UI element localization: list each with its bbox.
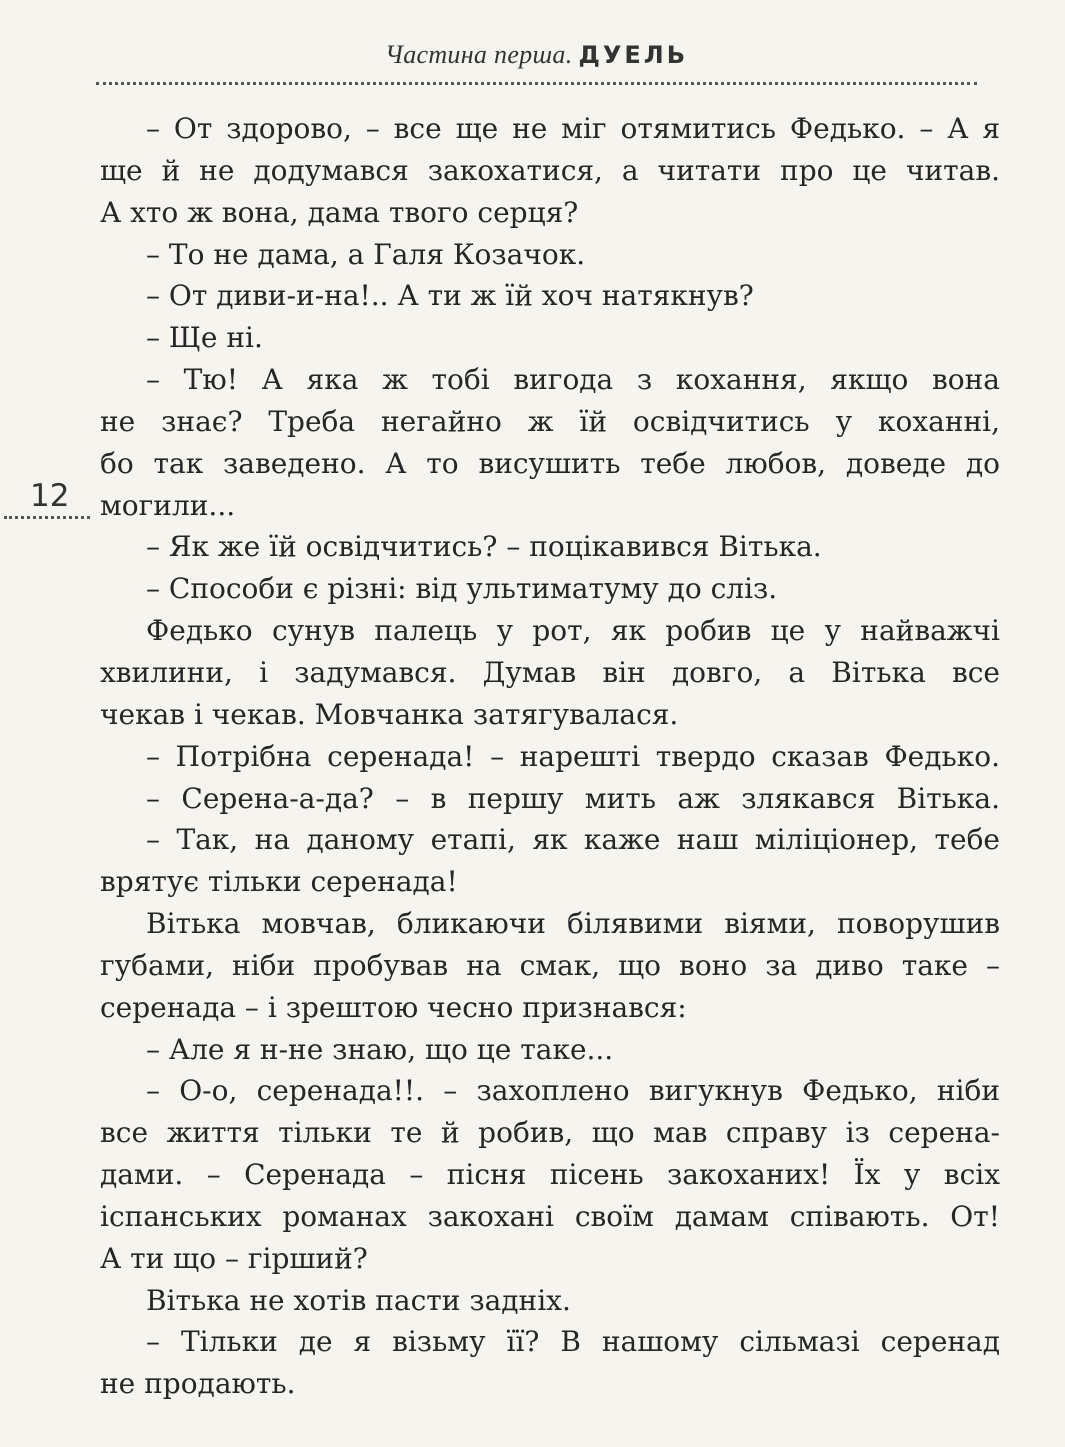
text-line: – Потрібна серенада! – нарешті твердо сказав Федько. <box>146 739 1000 773</box>
page-number: 12 <box>30 478 70 514</box>
text-line: врятує тільки серенада! <box>100 865 458 899</box>
text-line: – От диви-и-на!.. А ти ж їй хоч натякнув? <box>146 279 754 313</box>
text-line: дами. – Серенада – пісня пісень закоханих! Їх у всіх <box>100 1158 1000 1192</box>
text-line: – То не дама, а Галя Козачок. <box>146 237 586 271</box>
text-line: губами, ніби пробував на смак, що воно за диво таке – <box>100 948 1000 982</box>
text-line: – Ще ні. <box>146 321 263 355</box>
text-line: – Але я н-не знаю, що це таке... <box>146 1032 614 1066</box>
text-line: все життя тільки те й робив, що мав справу із серена- <box>100 1116 1000 1150</box>
text-line: – О-о, серенада!!. – захоплено вигукнув Федько, ніби <box>146 1074 1000 1108</box>
text-line: хвилини, і задумався. Думав він довго, а Вітька все <box>100 655 1000 689</box>
text-line: серенада – і зрештою чесно признався: <box>100 990 687 1024</box>
text-line: Вітька мовчав, бликаючи білявими віями, поворушив <box>146 907 1000 941</box>
header-dotted-rule <box>96 82 977 85</box>
text-line: – Тю! А яка ж тобі вигода з кохання, якщо вона <box>146 363 1000 397</box>
text-line: чекав і чекав. Мовчанка затягувалася. <box>100 697 679 731</box>
text-line: могили... <box>100 488 236 522</box>
text-line: Федько сунув палець у рот, як робив це у найважчі <box>146 614 1000 648</box>
text-line: ще й не додумався закохатися, а читати про це читав. <box>100 153 1000 187</box>
text-line: іспанських романах закохані своїм дамам співають. От! <box>100 1199 1000 1233</box>
header-part-label: Частина перша. <box>385 40 573 69</box>
text-line: – Способи є різні: від ультиматуму до сліз. <box>146 572 778 606</box>
text-line: А хто ж вона, дама твого серця? <box>100 195 579 229</box>
running-header <box>96 40 977 92</box>
text-line: бо так заведено. А то висушить тебе любов, доведе до <box>100 446 1000 480</box>
running-header-title <box>96 40 977 70</box>
header-chapter-label: ДУЕЛЬ <box>578 41 688 69</box>
page-number-dotted-rule <box>4 516 90 519</box>
text-line: – От здорово, – все ще не міг отямитись Федько. – А я <box>146 112 1000 145</box>
text-line: А ти що – гірший? <box>100 1241 368 1275</box>
text-line: – Тільки де я візьму її? В нашому сільмазі серенад <box>146 1325 1000 1359</box>
body-text <box>100 108 1000 1405</box>
text-line: не продають. <box>100 1367 296 1401</box>
text-line: – Так, на даному етапі, як каже наш міліціонер, тебе <box>146 823 1000 857</box>
text-line: не знає? Треба негайно ж їй освідчитись у коханні, <box>100 404 1000 438</box>
text-line: – Серена-а-да? – в першу мить аж злякався Вітька. <box>146 781 1000 815</box>
text-line: – Як же їй освідчитись? – поцікавився Вітька. <box>146 530 822 564</box>
text-line: Вітька не хотів пасти задніх. <box>146 1283 571 1317</box>
